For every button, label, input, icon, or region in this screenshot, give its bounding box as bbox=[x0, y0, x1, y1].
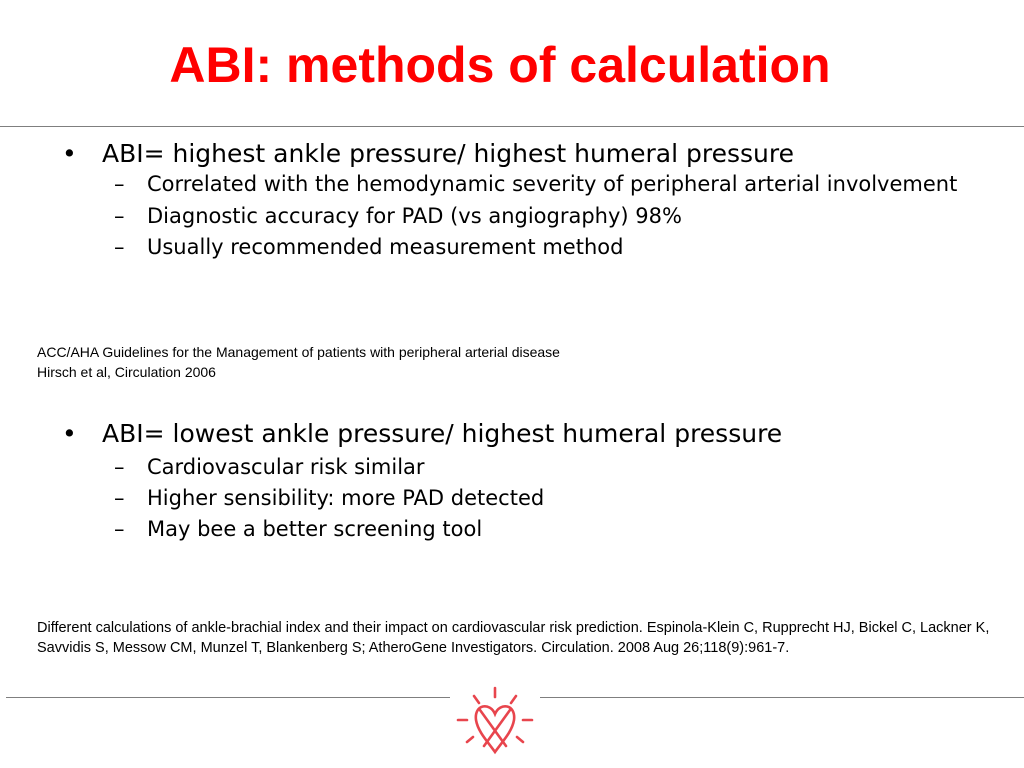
sub-item bbox=[62, 232, 962, 263]
dash-icon: – bbox=[114, 486, 125, 510]
sub-item-text: Usually recommended measurement method bbox=[147, 235, 624, 259]
reference-guidelines bbox=[37, 342, 737, 382]
reference-line: Hirsch et al, Circulation 2006 bbox=[37, 364, 216, 380]
dash-icon: – bbox=[114, 235, 125, 259]
sub-item-text: Correlated with the hemodynamic severity of peripheral arterial involvement bbox=[147, 172, 958, 196]
bullet-text: ABI= highest ankle pressure/ highest humeral pressure bbox=[102, 139, 795, 168]
bullet-item bbox=[62, 138, 962, 170]
sub-item bbox=[62, 514, 962, 545]
sub-item bbox=[62, 201, 962, 232]
section-lowest-ankle bbox=[62, 418, 962, 545]
sub-item bbox=[62, 483, 962, 514]
bullet-icon: • bbox=[62, 419, 77, 448]
bullet-item bbox=[62, 418, 962, 450]
sub-item-text: Cardiovascular risk similar bbox=[147, 455, 425, 479]
bullet-icon: • bbox=[62, 139, 77, 168]
dash-icon: – bbox=[114, 455, 125, 479]
sub-item-text: Diagnostic accuracy for PAD (vs angiography) 98% bbox=[147, 204, 682, 228]
sub-item bbox=[62, 172, 962, 197]
sub-list bbox=[62, 452, 962, 545]
sub-item bbox=[62, 452, 962, 483]
dash-icon: – bbox=[114, 172, 125, 196]
dash-icon: – bbox=[114, 204, 125, 228]
dash-icon: – bbox=[114, 517, 125, 541]
sub-item-text: Higher sensibility: more PAD detected bbox=[147, 486, 545, 510]
section-highest-ankle bbox=[62, 138, 962, 263]
title-divider bbox=[0, 126, 1024, 127]
reference-study: Different calculations of ankle-brachial index and their impact on cardiovascular risk prediction. Espinola-Klein C, Rupprecht HJ, Bickel C, Lackner K, Savvidis S, Messow CM, Munzel T, Blankenberg S; AtheroGene Investigators. Circulation. 2008 Aug 26;118(9):961-7. bbox=[37, 620, 990, 656]
sub-item-text: May bee a better screening tool bbox=[147, 517, 483, 541]
reference-line: ACC/AHA Guidelines for the Management of patients with peripheral arterial disease bbox=[37, 344, 560, 360]
heart-sun-logo-icon bbox=[450, 684, 540, 768]
bullet-text: ABI= lowest ankle pressure/ highest humeral pressure bbox=[102, 419, 783, 448]
sub-list bbox=[62, 172, 962, 263]
slide-title: ABI: methods of calculation bbox=[169, 37, 831, 93]
